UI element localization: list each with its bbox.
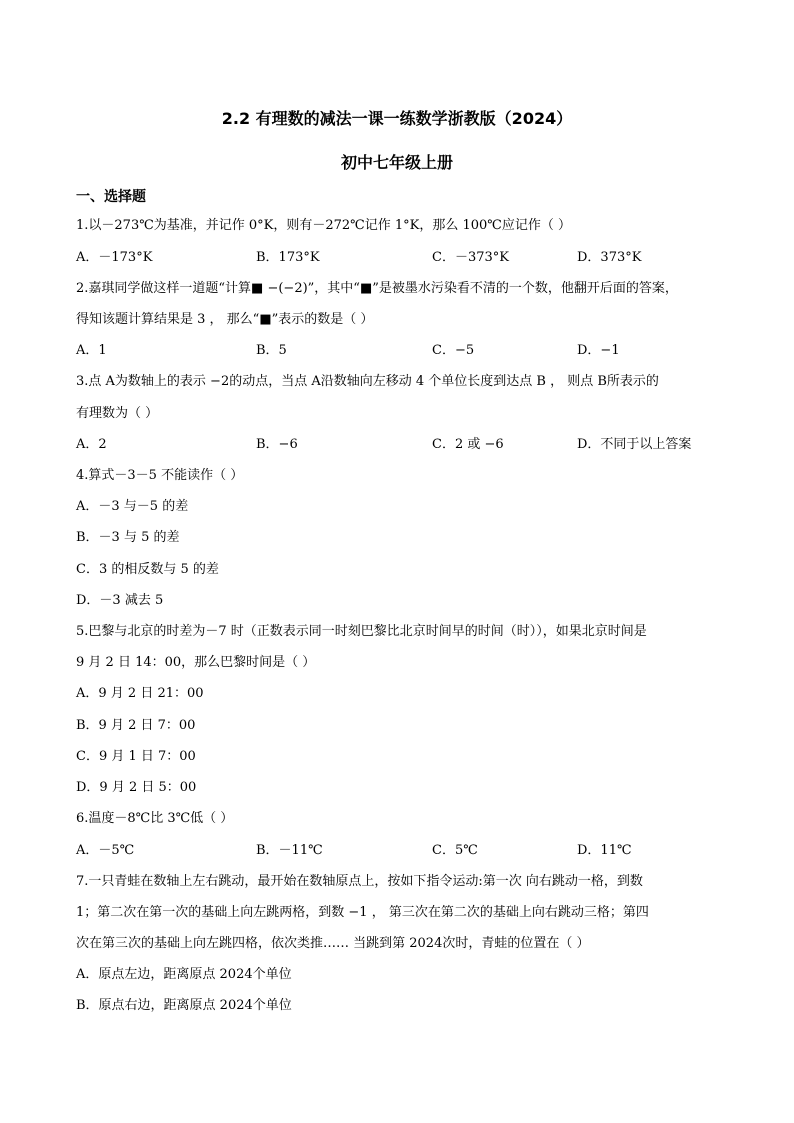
option-c: C．−5 (432, 343, 475, 358)
document-title: 2.2 有理数的减法一课一练数学浙教版（2024） (221, 109, 573, 128)
question-stem: 6.温度－8℃比 3℃低（ ） (76, 811, 234, 826)
option-a: A．2 (76, 437, 107, 452)
question-stem-continued: 有理数为（ ） (76, 406, 159, 421)
question-stem-continued: 1；第二次在第一次的基础上向左跳两格，到数 −1 ， 第三次在第二次的基础上向右跳动三格；第四 (76, 905, 649, 920)
document-subtitle: 初中七年级上册 (340, 153, 453, 172)
question-stem: 3.点 A为数轴上的表示 −2的动点，当点 A沿数轴向左移动 4 个单位长度到达点 B ， 则点 B所表示的 (76, 374, 659, 389)
option-b: B．5 (256, 343, 287, 358)
option-a: A．－5℃ (76, 843, 135, 858)
section-heading: 一、选择题 (76, 189, 146, 205)
option-c: C．－373°K (432, 250, 509, 265)
option-b: B．9 月 2 日 7：00 (76, 718, 196, 733)
question-stem-continued: 次在第三次的基础上向左跳四格，依次类推…… 当跳到第 2024次时，青蛙的位置在（ ） (76, 936, 590, 951)
option-a: A．9 月 2 日 21：00 (76, 686, 204, 701)
option-a: A．1 (76, 343, 107, 358)
option-b: B．原点右边，距离原点 2024个单位 (76, 998, 292, 1013)
option-a: A．原点左边，距离原点 2024个单位 (76, 967, 292, 982)
option-c: C．3 的相反数与 5 的差 (76, 562, 219, 577)
option-d: D．9 月 2 日 5：00 (76, 780, 197, 795)
option-d: D．11℃ (577, 843, 632, 858)
question-stem: 2.嘉琪同学做这样一道题“计算■ −(−2)”，其中“■”是被墨水污染看不清的一个数，他翻开后面的答案， (76, 281, 678, 296)
option-b: B．173°K (256, 250, 320, 265)
option-a: A．－173°K (76, 250, 153, 265)
option-b: B．－11℃ (256, 843, 323, 858)
option-d: D．373°K (577, 250, 642, 265)
option-c: C．9 月 1 日 7：00 (76, 749, 196, 764)
question-stem: 5.巴黎与北京的时差为－7 时（正数表示同一时刻巴黎比北京时间早的时间（时）），如果北京时间是 (76, 624, 647, 639)
question-stem-continued: 9 月 2 日 14：00，那么巴黎时间是（ ） (76, 655, 316, 670)
option-c: C．5℃ (432, 843, 478, 858)
option-b: B．－3 与 5 的差 (76, 530, 180, 545)
option-a: A．－3 与－5 的差 (76, 499, 189, 514)
question-stem: 1.以－273℃为基准，并记作 0°K，则有－272℃记作 1°K，那么 100℃应记作（ ） (76, 218, 571, 233)
option-d: D．−1 (577, 343, 620, 358)
option-b: B．−6 (256, 437, 298, 452)
question-stem: 4.算式－3－5 不能读作（ ） (76, 468, 244, 483)
question-stem: 7.一只青蛙在数轴上左右跳动，最开始在数轴原点上，按如下指令运动:第一次 向右跳动一格，到数 (76, 874, 643, 889)
question-stem-continued: 得知该题计算结果是 3 ， 那么“■”表示的数是（ ） (76, 312, 374, 327)
option-d: D．不同于以上答案 (577, 437, 692, 452)
option-c: C．2 或 −6 (432, 437, 504, 452)
option-d: D．－3 减去 5 (76, 593, 164, 608)
